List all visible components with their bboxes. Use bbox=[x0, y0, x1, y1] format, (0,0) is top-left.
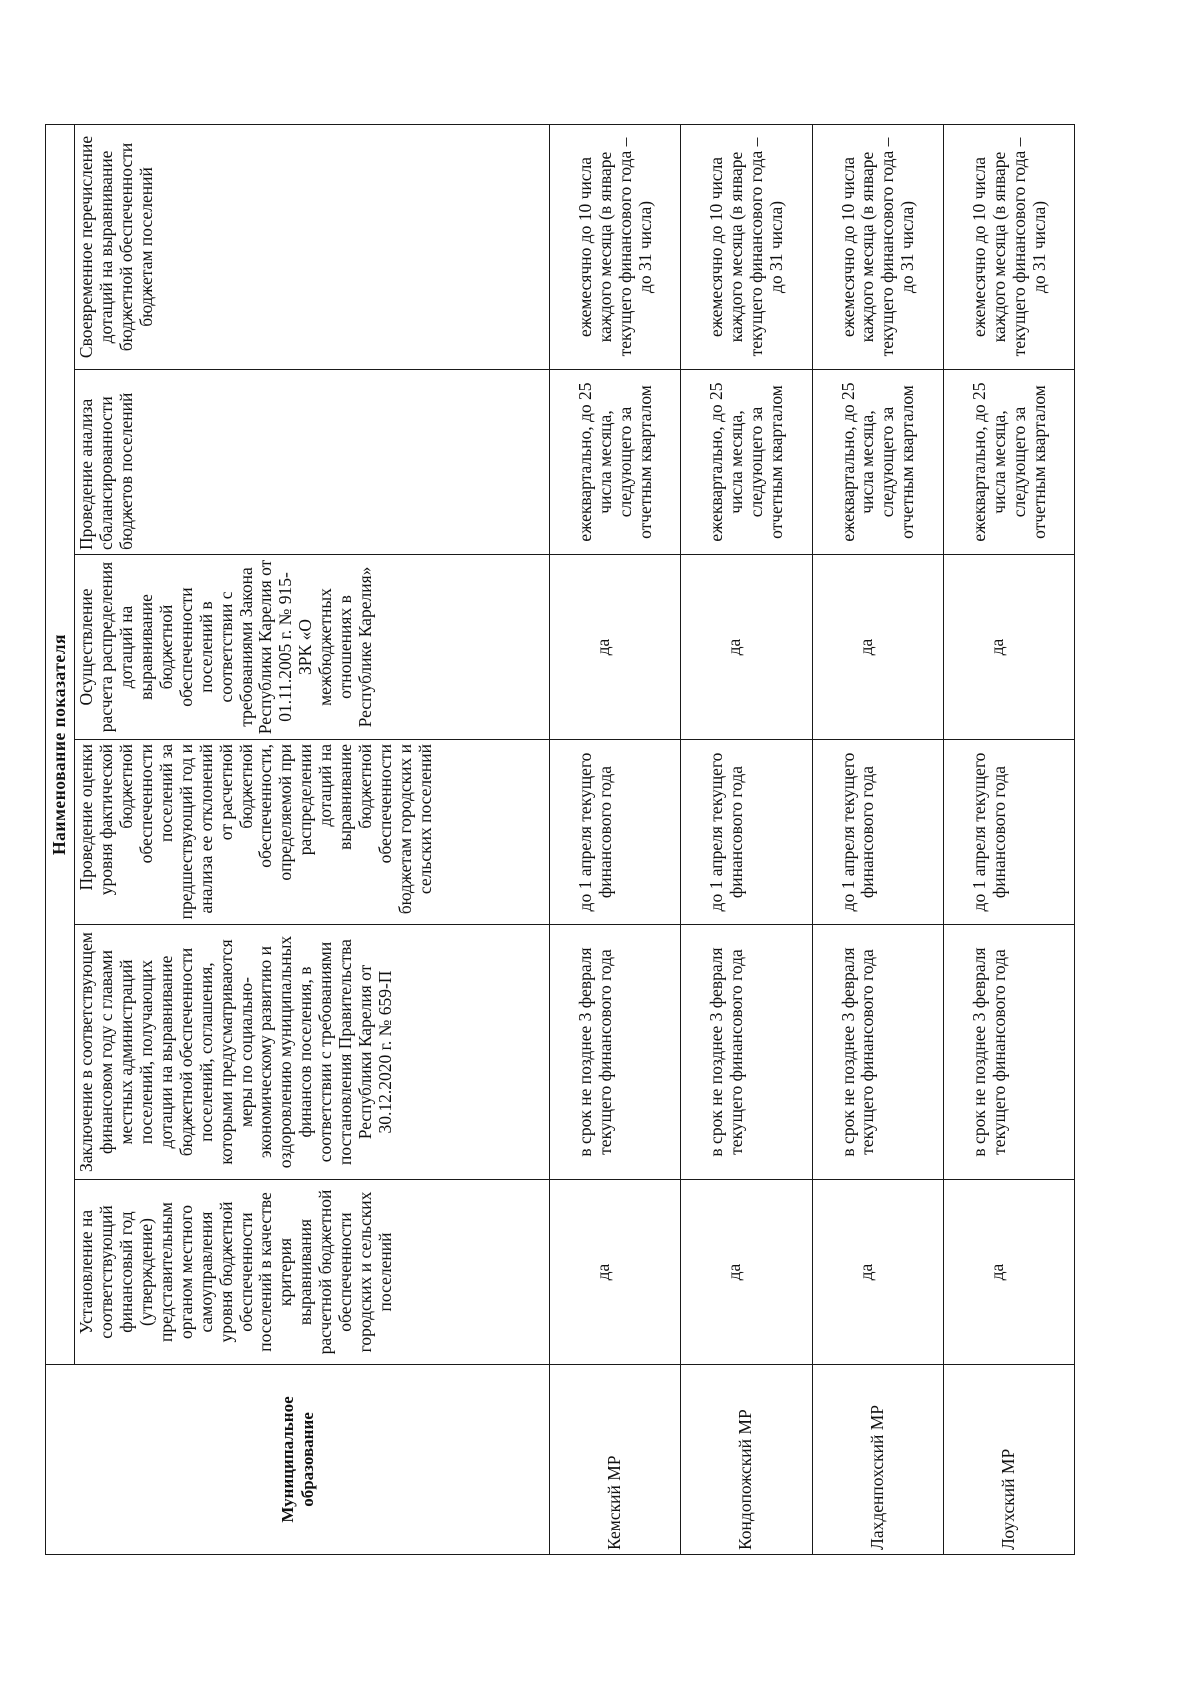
indicator-header-1: Установление на соответствующий финансовый год (утверждение) представительным органом местного самоуправления уровня бюджетной обеспеченности поселений в качестве критерия выравнивания расчетной бюджетной обеспеченности городских и сельских поселений bbox=[75, 1180, 550, 1365]
value-cell: да bbox=[550, 1180, 681, 1365]
mo-name-cell: Лахденпохский МР bbox=[812, 1365, 943, 1555]
indicator-header-6: Своевременное перечисление дотаций на выравнивание бюджетной обеспеченности бюджетам поселений bbox=[75, 124, 550, 369]
value-cell: ежеквартально, до 25 числа месяца, следующего за отчетным кварталом bbox=[943, 370, 1074, 555]
value-cell: в срок не позднее 3 февраля текущего финансового года bbox=[550, 925, 681, 1180]
value-cell: в срок не позднее 3 февраля текущего финансового года bbox=[681, 925, 812, 1180]
value-cell: да bbox=[812, 1180, 943, 1365]
table-row bbox=[812, 124, 943, 1554]
indicators-table bbox=[45, 124, 1075, 1555]
value-cell: до 1 апреля текущего финансового года bbox=[943, 740, 1074, 925]
value-cell: ежеквартально, до 25 числа месяца, следующего за отчетным кварталом bbox=[812, 370, 943, 555]
value-cell: ежемесячно до 10 числа каждого месяца (в январе текущего финансового года – до 31 числа) bbox=[943, 124, 1074, 369]
table-row bbox=[681, 124, 812, 1554]
indicator-group-header: Наименование показателя bbox=[46, 124, 75, 1364]
value-cell: ежемесячно до 10 числа каждого месяца (в январе текущего финансового года – до 31 числа) bbox=[681, 124, 812, 369]
value-cell: да bbox=[681, 1180, 812, 1365]
indicator-header-4: Осуществление расчета распределения дотаций на выравнивание бюджетной обеспеченности поселений в соответствии с требованиями Закона Республики Карелия от 01.11.2005 г. № 915-ЗРК «О межбюджетных отношениях в Республике Карелия» bbox=[75, 555, 550, 740]
value-cell: ежеквартально, до 25 числа месяца, следующего за отчетным кварталом bbox=[681, 370, 812, 555]
value-cell: да bbox=[943, 1180, 1074, 1365]
value-cell: да bbox=[943, 555, 1074, 740]
value-cell: до 1 апреля текущего финансового года bbox=[550, 740, 681, 925]
mo-name-cell: Кондопожский МР bbox=[681, 1365, 812, 1555]
value-cell: ежемесячно до 10 числа каждого месяца (в январе текущего финансового года – до 31 числа) bbox=[550, 124, 681, 369]
value-cell: до 1 апреля текущего финансового года bbox=[681, 740, 812, 925]
mo-name-cell: Кемский МР bbox=[550, 1365, 681, 1555]
value-cell: в срок не позднее 3 февраля текущего финансового года bbox=[943, 925, 1074, 1180]
table-row bbox=[550, 124, 681, 1554]
value-cell: да bbox=[681, 555, 812, 740]
value-cell: в срок не позднее 3 февраля текущего финансового года bbox=[812, 925, 943, 1180]
rotated-table-container bbox=[45, 125, 1075, 1555]
mo-header: Муниципальное образование bbox=[46, 1365, 550, 1555]
value-cell: до 1 апреля текущего финансового года bbox=[812, 740, 943, 925]
table-row bbox=[943, 124, 1074, 1554]
value-cell: ежеквартально, до 25 числа месяца, следующего за отчетным кварталом bbox=[550, 370, 681, 555]
indicator-header-5: Проведение анализа сбалансированности бюджетов поселений bbox=[75, 370, 550, 555]
value-cell: да bbox=[812, 555, 943, 740]
mo-name-cell: Лоухский МР bbox=[943, 1365, 1074, 1555]
indicator-header-3: Проведение оценки уровня фактической бюджетной обеспеченности поселений за предшествующий год и анализа ее отклонений от расчетной бюджетной обеспеченности, определяемой при распределении дотаций на выравнивание бюджетной обеспеченности бюджетам городских и сельских поселений bbox=[75, 740, 550, 925]
value-cell: да bbox=[550, 555, 681, 740]
value-cell: ежемесячно до 10 числа каждого месяца (в январе текущего финансового года – до 31 числа) bbox=[812, 124, 943, 369]
indicator-header-2: Заключение в соответствующем финансовом году с главами местных администраций поселений, получающих дотации на выравнивание бюджетной обеспеченности поселений, соглашения, которыми предусматриваются меры по социально-экономическому развитию и оздоровлению муниципальных финансов поселения, в соответствии с требованиями постановления Правительства Республики Карелия от 30.12.2020 г. № 659-П bbox=[75, 925, 550, 1180]
